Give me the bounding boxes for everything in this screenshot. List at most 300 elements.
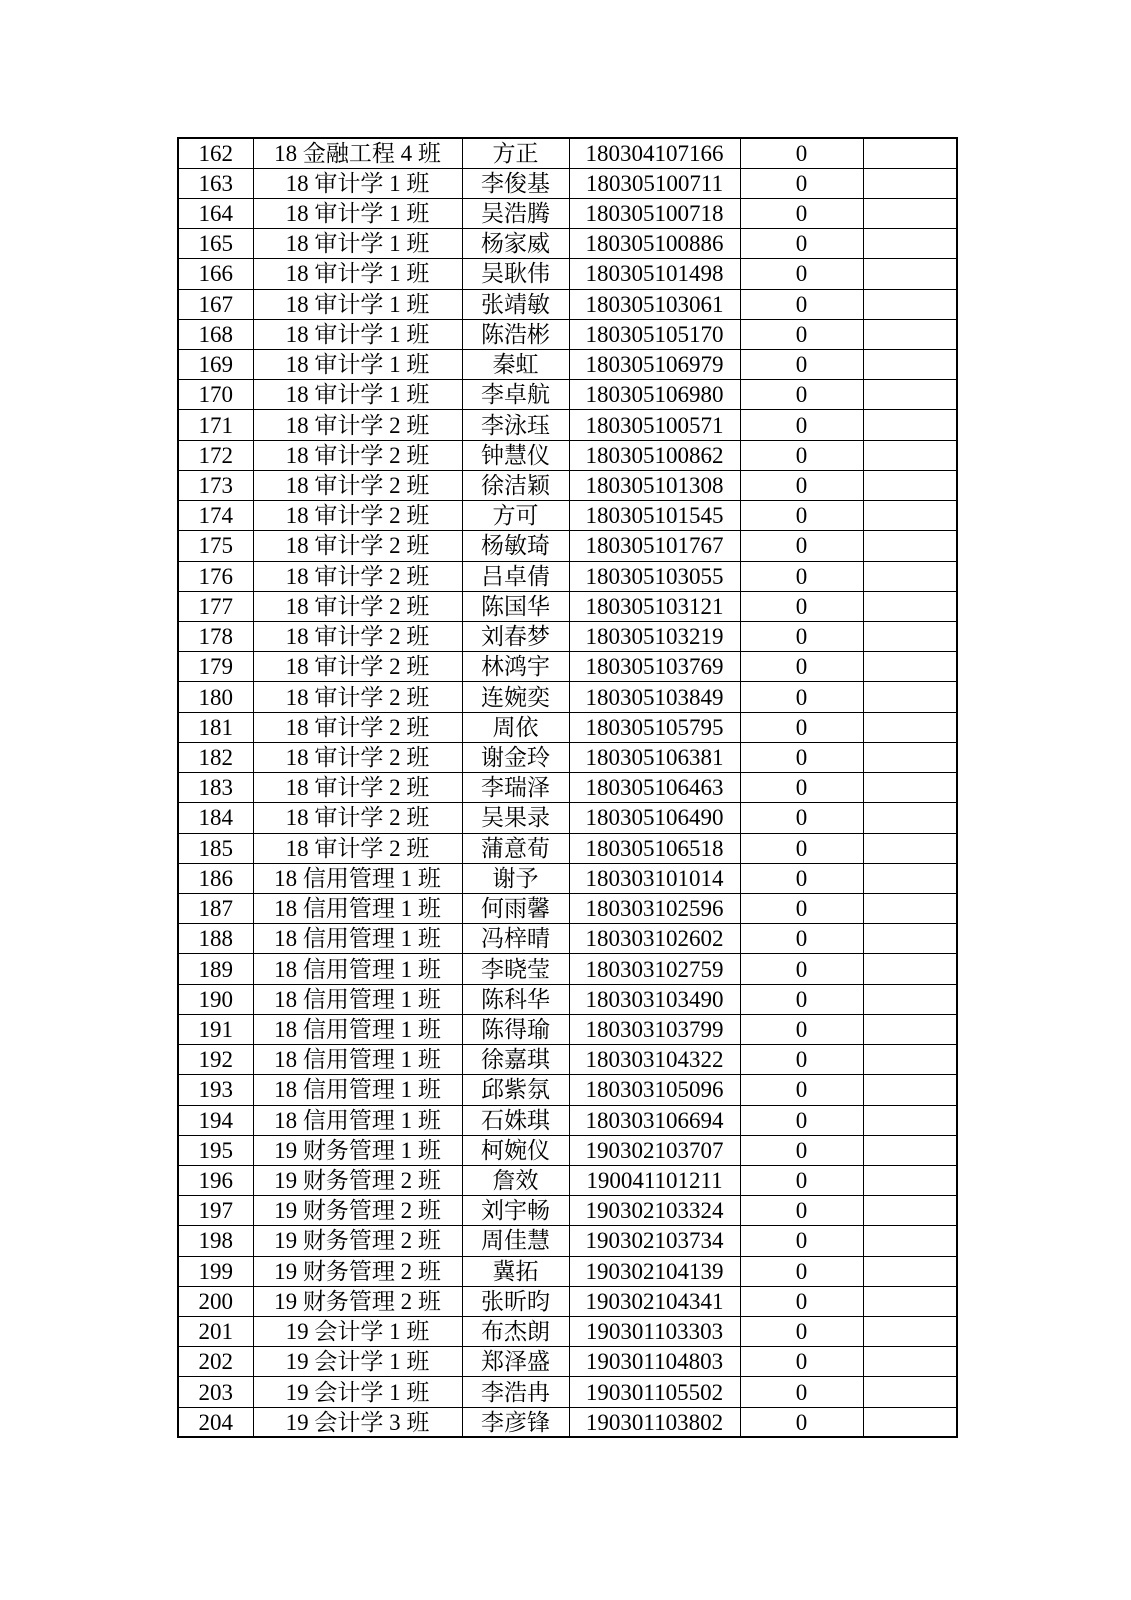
cell-remark (863, 289, 957, 319)
cell-score-value: 0 (740, 1256, 863, 1286)
cell-remark (863, 1256, 957, 1286)
cell-class-name: 18 审计学 2 班 (253, 803, 462, 833)
cell-remark (863, 561, 957, 591)
table-row (178, 682, 957, 712)
cell-student-name: 李彦锋 (462, 1407, 569, 1437)
cell-student-name: 李泳珏 (462, 410, 569, 440)
table-row (178, 501, 957, 531)
table-row (178, 954, 957, 984)
cell-student-name: 吴耿伟 (462, 259, 569, 289)
cell-student-name: 周依 (462, 712, 569, 742)
cell-row-number: 179 (178, 652, 253, 682)
table-row (178, 380, 957, 410)
cell-remark (863, 1135, 957, 1165)
cell-student-id: 180303103799 (569, 1014, 740, 1044)
cell-remark (863, 803, 957, 833)
cell-row-number: 188 (178, 924, 253, 954)
table-row (178, 1226, 957, 1256)
cell-class-name: 18 信用管理 1 班 (253, 893, 462, 923)
cell-score-value: 0 (740, 803, 863, 833)
cell-row-number: 168 (178, 319, 253, 349)
cell-student-id: 180303106694 (569, 1105, 740, 1135)
cell-student-name: 刘宇畅 (462, 1196, 569, 1226)
cell-remark (863, 682, 957, 712)
cell-class-name: 18 审计学 2 班 (253, 773, 462, 803)
cell-remark (863, 1317, 957, 1347)
cell-row-number: 162 (178, 138, 253, 168)
cell-remark (863, 1014, 957, 1044)
cell-student-name: 林鸿宇 (462, 652, 569, 682)
table-row (178, 410, 957, 440)
cell-student-id: 190301104803 (569, 1347, 740, 1377)
cell-remark (863, 622, 957, 652)
cell-row-number: 196 (178, 1165, 253, 1195)
cell-student-name: 李俊基 (462, 168, 569, 198)
cell-score-value: 0 (740, 893, 863, 923)
cell-student-id: 180305106979 (569, 350, 740, 380)
cell-score-value: 0 (740, 440, 863, 470)
cell-score-value: 0 (740, 1165, 863, 1195)
cell-score-value: 0 (740, 591, 863, 621)
table-row (178, 773, 957, 803)
cell-class-name: 18 审计学 1 班 (253, 289, 462, 319)
cell-remark (863, 1105, 957, 1135)
cell-student-id: 190301103802 (569, 1407, 740, 1437)
cell-class-name: 18 审计学 2 班 (253, 652, 462, 682)
cell-student-id: 180305100571 (569, 410, 740, 440)
cell-score-value: 0 (740, 561, 863, 591)
cell-remark (863, 531, 957, 561)
cell-student-id: 190301103303 (569, 1317, 740, 1347)
cell-student-name: 詹效 (462, 1165, 569, 1195)
cell-student-id: 180303103490 (569, 984, 740, 1014)
cell-student-name: 李浩冉 (462, 1377, 569, 1407)
cell-student-id: 180303102596 (569, 893, 740, 923)
table-row (178, 742, 957, 772)
cell-student-id: 180305103055 (569, 561, 740, 591)
cell-student-id: 180305100862 (569, 440, 740, 470)
cell-row-number: 201 (178, 1317, 253, 1347)
cell-class-name: 18 审计学 1 班 (253, 229, 462, 259)
cell-row-number: 167 (178, 289, 253, 319)
cell-row-number: 174 (178, 501, 253, 531)
cell-remark (863, 440, 957, 470)
cell-row-number: 172 (178, 440, 253, 470)
table-row (178, 1014, 957, 1044)
cell-row-number: 195 (178, 1135, 253, 1165)
table-row (178, 893, 957, 923)
cell-remark (863, 773, 957, 803)
cell-student-id: 180303101014 (569, 863, 740, 893)
cell-remark (863, 1226, 957, 1256)
cell-student-id: 180305101767 (569, 531, 740, 561)
table-row (178, 863, 957, 893)
cell-student-name: 钟慧仪 (462, 440, 569, 470)
table-row (178, 622, 957, 652)
cell-remark (863, 833, 957, 863)
cell-remark (863, 138, 957, 168)
table-row (178, 1045, 957, 1075)
cell-student-name: 杨家威 (462, 229, 569, 259)
cell-remark (863, 380, 957, 410)
cell-class-name: 18 审计学 2 班 (253, 742, 462, 772)
cell-class-name: 19 财务管理 2 班 (253, 1165, 462, 1195)
cell-student-name: 刘春梦 (462, 622, 569, 652)
cell-score-value: 0 (740, 1226, 863, 1256)
table-row (178, 561, 957, 591)
cell-student-name: 周佳慧 (462, 1226, 569, 1256)
cell-row-number: 183 (178, 773, 253, 803)
cell-student-id: 190302103324 (569, 1196, 740, 1226)
student-roster-table (177, 137, 958, 1438)
table-row (178, 712, 957, 742)
cell-student-name: 吴浩腾 (462, 198, 569, 228)
cell-student-name: 吴果录 (462, 803, 569, 833)
table-row (178, 138, 957, 168)
cell-class-name: 18 信用管理 1 班 (253, 1075, 462, 1105)
cell-remark (863, 229, 957, 259)
cell-class-name: 18 审计学 2 班 (253, 591, 462, 621)
cell-row-number: 189 (178, 954, 253, 984)
cell-row-number: 184 (178, 803, 253, 833)
cell-score-value: 0 (740, 380, 863, 410)
cell-student-name: 方可 (462, 501, 569, 531)
cell-row-number: 175 (178, 531, 253, 561)
cell-row-number: 185 (178, 833, 253, 863)
table-row (178, 1317, 957, 1347)
cell-student-id: 190302103707 (569, 1135, 740, 1165)
table-row (178, 1165, 957, 1195)
cell-row-number: 181 (178, 712, 253, 742)
cell-student-name: 陈科华 (462, 984, 569, 1014)
cell-student-name: 谢金玲 (462, 742, 569, 772)
cell-student-id: 180303102602 (569, 924, 740, 954)
table-row (178, 833, 957, 863)
cell-class-name: 18 信用管理 1 班 (253, 1014, 462, 1044)
table-row (178, 289, 957, 319)
cell-score-value: 0 (740, 138, 863, 168)
cell-student-id: 180305100886 (569, 229, 740, 259)
cell-row-number: 180 (178, 682, 253, 712)
cell-class-name: 19 会计学 1 班 (253, 1317, 462, 1347)
table-row (178, 1135, 957, 1165)
cell-class-name: 18 审计学 2 班 (253, 622, 462, 652)
cell-student-name: 布杰朗 (462, 1317, 569, 1347)
cell-class-name: 18 审计学 2 班 (253, 531, 462, 561)
cell-class-name: 18 审计学 2 班 (253, 561, 462, 591)
cell-row-number: 191 (178, 1014, 253, 1044)
cell-student-id: 180303102759 (569, 954, 740, 984)
cell-student-id: 190302103734 (569, 1226, 740, 1256)
table-row (178, 1407, 957, 1437)
cell-score-value: 0 (740, 954, 863, 984)
cell-student-id: 180305106490 (569, 803, 740, 833)
cell-remark (863, 863, 957, 893)
cell-student-name: 郑泽盛 (462, 1347, 569, 1377)
cell-remark (863, 198, 957, 228)
cell-class-name: 18 审计学 2 班 (253, 833, 462, 863)
cell-student-name: 杨敏琦 (462, 531, 569, 561)
cell-score-value: 0 (740, 652, 863, 682)
cell-remark (863, 350, 957, 380)
table-row (178, 924, 957, 954)
cell-class-name: 19 会计学 3 班 (253, 1407, 462, 1437)
cell-row-number: 178 (178, 622, 253, 652)
cell-class-name: 18 信用管理 1 班 (253, 984, 462, 1014)
cell-student-name: 徐嘉琪 (462, 1045, 569, 1075)
cell-student-name: 何雨馨 (462, 893, 569, 923)
cell-student-id: 190041101211 (569, 1165, 740, 1195)
cell-remark (863, 924, 957, 954)
table-row (178, 1286, 957, 1316)
student-roster-body (178, 138, 957, 1437)
cell-row-number: 164 (178, 198, 253, 228)
cell-score-value: 0 (740, 229, 863, 259)
cell-score-value: 0 (740, 863, 863, 893)
cell-student-id: 180305101498 (569, 259, 740, 289)
cell-row-number: 190 (178, 984, 253, 1014)
cell-class-name: 19 财务管理 2 班 (253, 1196, 462, 1226)
cell-student-name: 谢予 (462, 863, 569, 893)
cell-row-number: 171 (178, 410, 253, 440)
cell-student-name: 陈浩彬 (462, 319, 569, 349)
cell-student-id: 190301105502 (569, 1377, 740, 1407)
cell-student-id: 180305103219 (569, 622, 740, 652)
cell-score-value: 0 (740, 984, 863, 1014)
cell-student-id: 180305105795 (569, 712, 740, 742)
cell-student-id: 180305106518 (569, 833, 740, 863)
table-row (178, 198, 957, 228)
cell-student-id: 180305106463 (569, 773, 740, 803)
cell-class-name: 18 信用管理 1 班 (253, 924, 462, 954)
cell-row-number: 204 (178, 1407, 253, 1437)
cell-class-name: 18 审计学 1 班 (253, 350, 462, 380)
cell-student-id: 190302104341 (569, 1286, 740, 1316)
cell-class-name: 18 审计学 1 班 (253, 198, 462, 228)
cell-score-value: 0 (740, 1075, 863, 1105)
cell-class-name: 19 会计学 1 班 (253, 1377, 462, 1407)
cell-student-id: 180303104322 (569, 1045, 740, 1075)
cell-score-value: 0 (740, 501, 863, 531)
cell-student-id: 180305105170 (569, 319, 740, 349)
cell-student-name: 李瑞泽 (462, 773, 569, 803)
cell-remark (863, 1075, 957, 1105)
cell-score-value: 0 (740, 319, 863, 349)
cell-row-number: 197 (178, 1196, 253, 1226)
cell-remark (863, 319, 957, 349)
cell-student-name: 蒲意荀 (462, 833, 569, 863)
cell-student-name: 邱紫氛 (462, 1075, 569, 1105)
cell-row-number: 203 (178, 1377, 253, 1407)
cell-student-id: 190302104139 (569, 1256, 740, 1286)
cell-student-name: 徐洁颖 (462, 470, 569, 500)
cell-student-id: 180305103769 (569, 652, 740, 682)
cell-score-value: 0 (740, 742, 863, 772)
cell-class-name: 18 审计学 2 班 (253, 501, 462, 531)
cell-remark (863, 954, 957, 984)
cell-score-value: 0 (740, 1045, 863, 1075)
table-row (178, 531, 957, 561)
cell-row-number: 199 (178, 1256, 253, 1286)
cell-student-name: 张昕昀 (462, 1286, 569, 1316)
cell-row-number: 200 (178, 1286, 253, 1316)
cell-class-name: 18 审计学 2 班 (253, 440, 462, 470)
cell-student-name: 柯婉仪 (462, 1135, 569, 1165)
cell-remark (863, 1165, 957, 1195)
cell-student-name: 李卓航 (462, 380, 569, 410)
cell-score-value: 0 (740, 259, 863, 289)
cell-class-name: 19 财务管理 2 班 (253, 1226, 462, 1256)
cell-remark (863, 501, 957, 531)
cell-student-id: 180305103061 (569, 289, 740, 319)
cell-score-value: 0 (740, 833, 863, 863)
cell-student-name: 冯梓晴 (462, 924, 569, 954)
cell-remark (863, 168, 957, 198)
cell-score-value: 0 (740, 198, 863, 228)
cell-class-name: 18 信用管理 1 班 (253, 1105, 462, 1135)
cell-class-name: 18 审计学 1 班 (253, 168, 462, 198)
table-row (178, 1105, 957, 1135)
cell-student-id: 180305100711 (569, 168, 740, 198)
cell-score-value: 0 (740, 1014, 863, 1044)
cell-student-id: 180305103121 (569, 591, 740, 621)
cell-row-number: 170 (178, 380, 253, 410)
cell-remark (863, 259, 957, 289)
cell-class-name: 18 审计学 2 班 (253, 712, 462, 742)
cell-class-name: 18 信用管理 1 班 (253, 954, 462, 984)
cell-remark (863, 742, 957, 772)
cell-remark (863, 1045, 957, 1075)
cell-remark (863, 893, 957, 923)
cell-score-value: 0 (740, 712, 863, 742)
cell-remark (863, 591, 957, 621)
cell-remark (863, 1347, 957, 1377)
table-row (178, 319, 957, 349)
cell-score-value: 0 (740, 1317, 863, 1347)
cell-score-value: 0 (740, 622, 863, 652)
cell-score-value: 0 (740, 168, 863, 198)
cell-remark (863, 712, 957, 742)
table-row (178, 1377, 957, 1407)
cell-remark (863, 410, 957, 440)
cell-row-number: 198 (178, 1226, 253, 1256)
cell-student-name: 吕卓倩 (462, 561, 569, 591)
cell-score-value: 0 (740, 1135, 863, 1165)
cell-student-name: 秦虹 (462, 350, 569, 380)
table-row (178, 470, 957, 500)
table-row (178, 350, 957, 380)
table-row (178, 652, 957, 682)
cell-remark (863, 1286, 957, 1316)
cell-score-value: 0 (740, 1196, 863, 1226)
cell-score-value: 0 (740, 350, 863, 380)
table-row (178, 803, 957, 833)
cell-row-number: 194 (178, 1105, 253, 1135)
cell-class-name: 19 会计学 1 班 (253, 1347, 462, 1377)
cell-score-value: 0 (740, 1347, 863, 1377)
cell-row-number: 193 (178, 1075, 253, 1105)
cell-score-value: 0 (740, 470, 863, 500)
cell-student-name: 陈国华 (462, 591, 569, 621)
cell-row-number: 176 (178, 561, 253, 591)
cell-row-number: 202 (178, 1347, 253, 1377)
table-row (178, 1347, 957, 1377)
table-row (178, 229, 957, 259)
cell-student-name: 李晓莹 (462, 954, 569, 984)
cell-score-value: 0 (740, 924, 863, 954)
table-row (178, 1256, 957, 1286)
cell-row-number: 177 (178, 591, 253, 621)
cell-class-name: 18 审计学 2 班 (253, 410, 462, 440)
cell-class-name: 18 审计学 2 班 (253, 470, 462, 500)
cell-student-name: 石姝琪 (462, 1105, 569, 1135)
cell-score-value: 0 (740, 410, 863, 440)
cell-student-name: 张靖敏 (462, 289, 569, 319)
cell-student-name: 陈得瑜 (462, 1014, 569, 1044)
cell-class-name: 19 财务管理 1 班 (253, 1135, 462, 1165)
cell-row-number: 165 (178, 229, 253, 259)
cell-score-value: 0 (740, 682, 863, 712)
cell-score-value: 0 (740, 1105, 863, 1135)
cell-score-value: 0 (740, 1377, 863, 1407)
table-row (178, 1196, 957, 1226)
table-row (178, 440, 957, 470)
cell-row-number: 173 (178, 470, 253, 500)
cell-class-name: 19 财务管理 2 班 (253, 1286, 462, 1316)
cell-student-id: 180305101308 (569, 470, 740, 500)
table-row (178, 984, 957, 1014)
cell-class-name: 18 审计学 1 班 (253, 259, 462, 289)
cell-remark (863, 1196, 957, 1226)
cell-row-number: 187 (178, 893, 253, 923)
cell-score-value: 0 (740, 1286, 863, 1316)
cell-student-name: 连婉奕 (462, 682, 569, 712)
cell-class-name: 18 审计学 1 班 (253, 319, 462, 349)
cell-student-id: 180303105096 (569, 1075, 740, 1105)
cell-student-id: 180305103849 (569, 682, 740, 712)
cell-class-name: 18 信用管理 1 班 (253, 863, 462, 893)
cell-remark (863, 470, 957, 500)
cell-class-name: 19 财务管理 2 班 (253, 1256, 462, 1286)
table-row (178, 168, 957, 198)
cell-student-id: 180305106381 (569, 742, 740, 772)
cell-score-value: 0 (740, 1407, 863, 1437)
cell-class-name: 18 信用管理 1 班 (253, 1045, 462, 1075)
cell-remark (863, 1377, 957, 1407)
cell-remark (863, 984, 957, 1014)
cell-remark (863, 1407, 957, 1437)
cell-student-id: 180304107166 (569, 138, 740, 168)
cell-row-number: 182 (178, 742, 253, 772)
cell-row-number: 186 (178, 863, 253, 893)
cell-class-name: 18 金融工程 4 班 (253, 138, 462, 168)
cell-score-value: 0 (740, 289, 863, 319)
cell-student-id: 180305100718 (569, 198, 740, 228)
cell-row-number: 166 (178, 259, 253, 289)
cell-remark (863, 652, 957, 682)
cell-row-number: 192 (178, 1045, 253, 1075)
cell-student-id: 180305101545 (569, 501, 740, 531)
cell-row-number: 169 (178, 350, 253, 380)
table-row (178, 591, 957, 621)
cell-student-id: 180305106980 (569, 380, 740, 410)
cell-student-name: 方正 (462, 138, 569, 168)
cell-class-name: 18 审计学 1 班 (253, 380, 462, 410)
cell-row-number: 163 (178, 168, 253, 198)
cell-score-value: 0 (740, 773, 863, 803)
table-row (178, 1075, 957, 1105)
cell-class-name: 18 审计学 2 班 (253, 682, 462, 712)
